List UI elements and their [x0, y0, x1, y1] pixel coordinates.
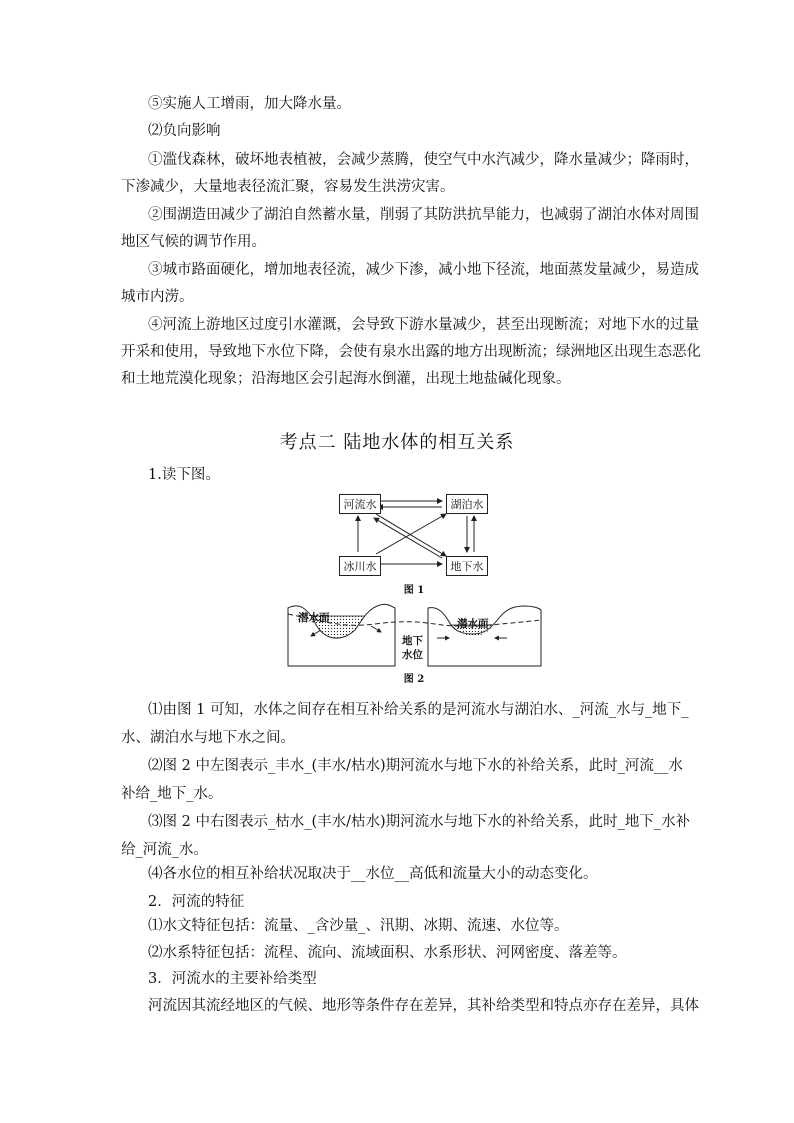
subheading-negative-impact: ⑵负向影响 [148, 123, 221, 139]
box-lake-water: 湖泊水 [446, 494, 488, 514]
box-ground-water: 地下水 [446, 556, 488, 576]
answer-1-line-2: 水、湖泊水与地下水之间。 [121, 730, 295, 746]
para-urban-1: ③城市路面硬化，增加地表径流，减少下渗，减小地下径流，地面蒸发量减少，易造成 [148, 262, 699, 278]
hydrological-features: ⑴水文特征包括：流量、_含沙量_、汛期、冰期、流速、水位等。 [148, 918, 569, 934]
para-urban-2: 城市内涝。 [121, 289, 194, 305]
para-item-5: ⑤实施人工增雨，加大降水量。 [148, 96, 351, 112]
para-reclamation-1: ②围湖造田减少了湖泊自然蓄水量，削弱了其防洪抗旱能力，也减弱了湖泊水体对周围 [148, 207, 699, 223]
figure-2-center-label-2: 水位 [402, 649, 423, 661]
heading-recharge-types: 3．河流水的主要补给类型 [148, 971, 317, 987]
answer-2-line-2: 补给_地下_水。 [121, 786, 223, 802]
figure-2-center-label-1: 地下 [402, 635, 423, 647]
para-irrigation-2: 开采和使用，导致地下水位下降，会使有泉水出露的地方出现断流；绿洲地区出现生态恶化 [121, 344, 701, 360]
answer-4: ⑷各水位的相互补给状况取决于__水位__高低和流量大小的动态变化。 [148, 866, 598, 882]
drainage-features: ⑵水系特征包括：流程、流向、流域面积、水系形状、河网密度、落差等。 [148, 945, 627, 961]
figure-2-left-label: 潜水面 [298, 612, 330, 624]
box-river-water: 河流水 [339, 494, 381, 514]
para-irrigation-1: ④河流上游地区过度引水灌溉，会导致下游水量减少，甚至出现断流；对地下水的过量 [148, 317, 699, 333]
answer-3-line-1: ⑶图 2 中右图表示_枯水_(丰水/枯水)期河流水与地下水的补给关系，此时_地下_水补 [148, 814, 691, 830]
answer-1-line-1: ⑴由图 1 可知，水体之间存在相互补给关系的是河流水与湖泊水、_河流_水与_地下_ [148, 702, 689, 718]
recharge-intro: 河流因其流经地区的气候、地形等条件存在差异，其补给类型和特点亦存在差异，具体 [148, 998, 699, 1014]
para-irrigation-3: 和土地荒漠化现象；沿海地区会引起海水倒灌，出现土地盐碱化现象。 [121, 371, 571, 387]
figure-1-caption: 图 1 [403, 585, 425, 596]
heading-river-features: 2．河流的特征 [148, 894, 245, 910]
figure-2-right-label: 潜水面 [457, 618, 489, 630]
figure-2-caption: 图 2 [403, 674, 425, 685]
section-title: 考点二 陆地水体的相互关系 [279, 432, 515, 453]
para-deforestation-2: 下渗减少，大量地表径流汇聚，容易发生洪涝灾害。 [121, 179, 455, 195]
para-deforestation-1: ①滥伐森林，破坏地表植被，会减少蒸腾，使空气中水汽减少，降水量减少；降雨时， [148, 152, 699, 168]
para-reclamation-2: 地区气候的调节作用。 [121, 234, 266, 250]
answer-2-line-1: ⑵图 2 中左图表示_丰水_(丰水/枯水)期河流水与地下水的补给关系，此时_河流__水 [148, 758, 683, 774]
box-glacier-water: 冰川水 [339, 556, 381, 576]
answer-3-line-2: 给_河流_水。 [121, 842, 208, 858]
question-1: 1.读下图。 [148, 467, 220, 483]
